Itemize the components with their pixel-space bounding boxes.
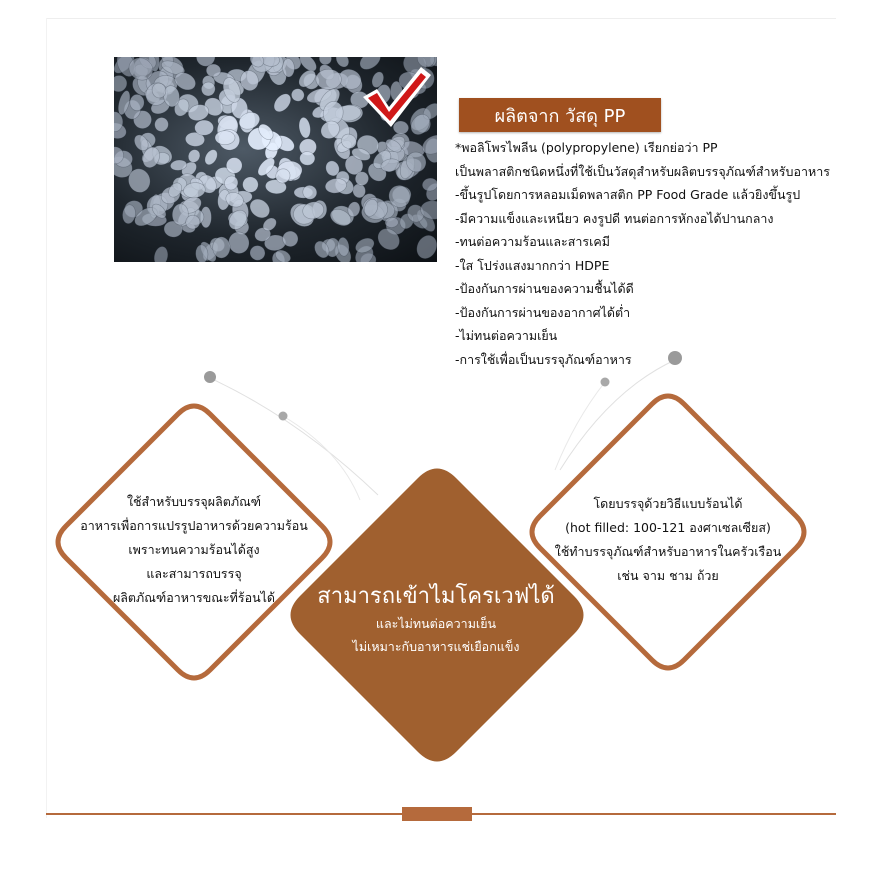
description-line: -ป้องกันการผ่านของความชื้นได้ดี bbox=[455, 281, 634, 296]
center-line: และไม่ทนต่อความเย็น bbox=[375, 616, 497, 631]
decor-dot bbox=[601, 378, 610, 387]
description-line: เป็นพลาสติกชนิดหนึ่งที่ใช้เป็นวัสดุสำหรับผลิตบรรจุภัณฑ์สำหรับอาหาร bbox=[455, 163, 830, 179]
description-line: *พอลิโพรไพลีน (polypropylene) เรียกย่อว่า PP bbox=[455, 140, 718, 155]
center-line: ไม่เหมาะกับอาหารแช่เยือกแข็ง bbox=[352, 639, 520, 654]
right-diamond-line: (hot filled: 100-121 องศาเซลเซียส) bbox=[565, 520, 771, 535]
connector-arc-right bbox=[560, 360, 675, 470]
center-subtext bbox=[300, 612, 572, 658]
description-line: -มีความแข็งและเหนียว คงรูปดี ทนต่อการหักงอได้ปานกลาง bbox=[455, 210, 774, 226]
description-line: -การใช้เพื่อเป็นบรรจุภัณฑ์อาหาร bbox=[455, 351, 632, 367]
left-diamond-line: เพราะทนความร้อนได้สูง bbox=[128, 542, 260, 557]
connector-arc-left-inner bbox=[283, 416, 360, 500]
left-diamond-text bbox=[66, 490, 322, 610]
right-diamond-line: เช่น จาม ชาม ถ้วย bbox=[617, 568, 719, 583]
description-line: -ป้องกันการผ่านของอากาศได้ต่ำ bbox=[455, 304, 631, 320]
decor-dot bbox=[279, 412, 288, 421]
left-diamond-line: อาหารเพื่อการแปรรูปอาหารด้วยความร้อน bbox=[80, 518, 308, 533]
material-title: ผลิตจาก วัสดุ PP bbox=[494, 105, 626, 127]
decor-dot bbox=[668, 351, 682, 365]
description-line: -ขึ้นรูปโดยการหลอมเม็ดพลาสติก PP Food Grade แล้วยิงขึ้นรูป bbox=[455, 187, 801, 202]
right-diamond-line: ใช้ทำบรรจุภัณฑ์สำหรับอาหารในครัวเรือน bbox=[554, 544, 782, 559]
decor-dot bbox=[204, 371, 216, 383]
left-diamond-line: และสามารถบรรจุ bbox=[146, 566, 242, 581]
description-line: -ไม่ทนต่อความเย็น bbox=[455, 328, 558, 343]
left-diamond-line: ผลิตภัณฑ์อาหารขณะที่ร้อนได้ bbox=[112, 590, 276, 605]
left-diamond-line: ใช้สำหรับบรรจุผลิตภัณฑ์ bbox=[126, 494, 262, 509]
right-diamond-line: โดยบรรจุด้วยวิธีแบบร้อนได้ bbox=[593, 496, 743, 511]
bottom-accent-bar bbox=[402, 807, 472, 821]
right-diamond-text bbox=[540, 492, 796, 588]
center-title: สามารถเข้าไมโครเวฟได้ bbox=[317, 584, 555, 609]
description-line: -ทนต่อความร้อนและสารเคมี bbox=[455, 234, 610, 249]
description-line: -ใส โปร่งแสงมากกว่า HDPE bbox=[455, 257, 610, 273]
